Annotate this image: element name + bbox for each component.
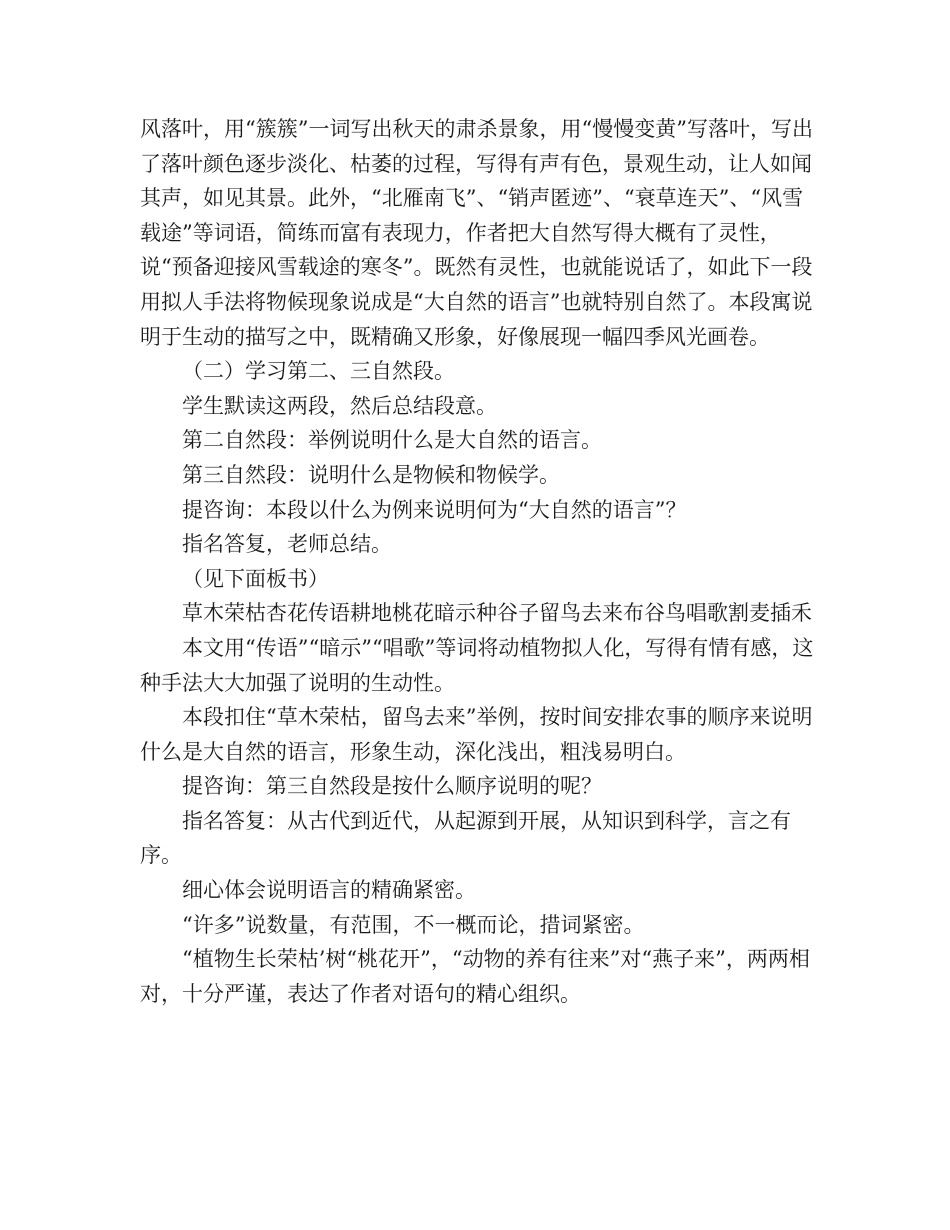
paragraph-14: 细心体会说明语言的精确紧密。 (182, 878, 476, 903)
document-page (140, 112, 820, 1011)
paragraph-8: （见下面板书） (182, 566, 329, 591)
paragraph-2: （二）学习第二、三自然段。 (182, 359, 455, 384)
paragraph-15: “许多”说数量，有范围，不一概而论，措词紧密。 (182, 912, 645, 937)
paragraph-7: 指名答复，老师总结。 (182, 532, 392, 557)
paragraph-1: 风落叶，用“簇簇”一词写出秋天的肃杀景象，用“慢慢变黄”写落叶，写出了落叶颜色逐步淡化、枯萎的过程，写得有声有色，景观生动，让人如闻其声，如见其景。此外，“北雁南飞”、“销声匿迹”、“衰草连天”、“风雪载途”等词语，简练而富有表现力，作者把大自然写得大概有了灵性，说“预备迎接风雪载途的寒冬”。既然有灵性，也就能说话了，如此下一段用拟人手法将物候现象说成是“大自然的语言”也就特别自然了。本段寓说明于生动的描写之中，既精确又形象，好像展现一幅四季风光画卷。 (140, 117, 813, 349)
paragraph-3: 学生默读这两段，然后总结段意。 (182, 393, 497, 418)
paragraph-9: 草木荣枯杏花传语耕地桃花暗示种谷子留鸟去来布谷鸟唱歌割麦插禾 (182, 601, 812, 626)
paragraph-11: 本段扣住“草木荣枯，留鸟去来”举例，按时间安排农事的顺序来说明什么是大自然的语言，形象生动，深化浅出，粗浅易明白。 (140, 705, 813, 764)
paragraph-5: 第三自然段：说明什么是物候和物候学。 (182, 462, 560, 487)
paragraph-13: 指名答复：从古代到近代，从起源到开展，从知识到科学，言之有序。 (140, 808, 791, 868)
paragraph-4: 第二自然段：举例说明什么是大自然的语言。 (182, 428, 602, 453)
paragraph-12: 提咨询：第三自然段是按什么顺序说明的呢？ (182, 774, 602, 799)
paragraph-16: “植物生长荣枯’树“桃花开”，“动物的养有往来”对“燕子来”，两两相对，十分严谨，表达了作者对语句的精心组织。 (140, 947, 810, 1006)
paragraph-10: 本文用“传语”“暗示”“唱歌”等词将动植物拟人化，写得有情有感，这种手法大大加强了说明的生动性。 (140, 635, 814, 695)
paragraph-6: 提咨询：本段以什么为例来说明何为“大自然的语言”？ (182, 497, 687, 522)
